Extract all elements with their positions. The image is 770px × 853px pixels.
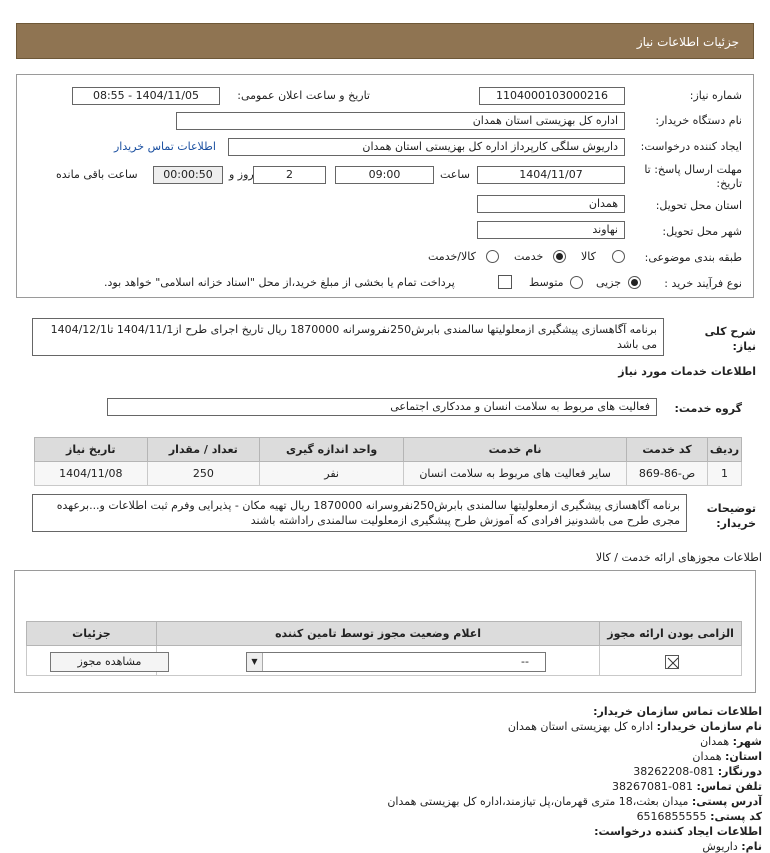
requester-title: اطلاعات ایجاد کننده درخواست: xyxy=(594,825,762,838)
process-radio-minor[interactable] xyxy=(628,276,641,289)
treasury-payment-checkbox[interactable] xyxy=(498,275,512,289)
contact-buyer-link[interactable]: اطلاعات تماس خریدار xyxy=(114,140,216,153)
contact-address-label: آدرس پستی: xyxy=(691,795,762,808)
contact-province-value: همدان xyxy=(692,750,722,763)
category-service-label: خدمت xyxy=(514,250,544,263)
services-table xyxy=(34,437,742,486)
process-minor-label: جزیی xyxy=(596,276,622,289)
service-group-field: فعالیت های مربوط به سلامت انسان و مددکاری اجتماعی xyxy=(107,398,657,416)
creator-label: ایجاد کننده درخواست: xyxy=(640,140,742,153)
contact-fax-value: 081-38262208 xyxy=(633,765,715,778)
requester-name-value: داریوش xyxy=(702,840,738,853)
cell-row: 1 xyxy=(708,462,742,486)
category-radio-service[interactable] xyxy=(553,250,566,263)
category-label: طبقه بندی موضوعی: xyxy=(644,251,742,264)
contact-phone-value: 081-38267081 xyxy=(612,780,694,793)
services-table-header xyxy=(35,438,742,462)
permit-required-checkbox xyxy=(665,655,679,669)
services-section-title: اطلاعات خدمات مورد نیاز xyxy=(618,365,756,378)
col-service-name: نام خدمت xyxy=(404,438,627,462)
category-goods-label: کالا xyxy=(581,250,596,263)
close-icon xyxy=(666,656,680,670)
days-label: روز و xyxy=(229,168,254,181)
province-field: همدان xyxy=(477,195,625,213)
page-title: جزئیات اطلاعات نیاز xyxy=(16,23,754,59)
permits-section-title: اطلاعات مجوزهای ارائه خدمت / کالا xyxy=(595,551,762,564)
contact-org xyxy=(508,720,762,733)
chevron-down-icon: ▼ xyxy=(247,653,263,671)
deadline-label-date: تاریخ: xyxy=(716,177,742,190)
permits-table-header xyxy=(27,622,742,646)
contact-address-value: میدان بعثت،18 متری قهرمان،پل تیازمند،اداره کل بهزیستی همدان xyxy=(387,795,689,808)
category-radio-goods[interactable] xyxy=(612,250,625,263)
category-radio-goods-service[interactable] xyxy=(486,250,499,263)
deadline-label: مهلت ارسال پاسخ: تا xyxy=(644,163,742,176)
need-number-field: 1104000103000216 xyxy=(479,87,625,105)
buyer-label: نام دستگاه خریدار: xyxy=(655,114,742,127)
deadline-time-label: ساعت xyxy=(440,168,470,181)
col-permit-required: الزامی بودن ارائه مجوز xyxy=(600,622,742,646)
province-label: استان محل تحویل: xyxy=(655,199,742,212)
col-need-date: تاریخ نیاز xyxy=(35,438,148,462)
table-row xyxy=(35,462,742,486)
cell-service-name: سایر فعالیت های مربوط به سلامت انسان xyxy=(404,462,627,486)
treasury-payment-note: پرداخت تمام یا بخشی از مبلغ خرید،از محل "اسناد خزانه اسلامی" خواهد بود. xyxy=(104,276,455,289)
col-service-code: کد خدمت xyxy=(626,438,707,462)
contact-province-label: استان: xyxy=(725,750,762,763)
deadline-time-field: 09:00 xyxy=(335,166,434,184)
contact-fax xyxy=(633,765,762,778)
contact-city-value: همدان xyxy=(700,735,730,748)
contact-postal-label: کد پستی: xyxy=(710,810,762,823)
city-label: شهر محل تحویل: xyxy=(662,225,742,238)
permit-status-select[interactable] xyxy=(246,652,546,672)
contact-postal-value: 6516855555 xyxy=(636,810,707,823)
need-number-label: شماره نیاز: xyxy=(689,89,742,102)
requester-name xyxy=(702,840,762,853)
contact-phone xyxy=(612,780,762,793)
cell-need-date: 1404/11/08 xyxy=(35,462,148,486)
contact-city-label: شهر: xyxy=(732,735,762,748)
contact-postal xyxy=(637,810,762,823)
service-group-label: گروه خدمت: xyxy=(674,402,742,415)
permit-status-value: -- xyxy=(521,655,529,668)
need-info-panel xyxy=(16,74,754,298)
contact-city xyxy=(700,735,762,748)
contact-phone-label: تلفن تماس: xyxy=(696,780,762,793)
col-unit: واحد اندازه گیری xyxy=(260,438,404,462)
col-permit-details: جزئیات xyxy=(27,622,157,646)
process-label: نوع فرآیند خرید : xyxy=(664,277,742,290)
deadline-date-field: 1404/11/07 xyxy=(477,166,625,184)
requester-name-label: نام: xyxy=(741,840,762,853)
city-field: نهاوند xyxy=(477,221,625,239)
col-quantity: تعداد / مقدار xyxy=(147,438,260,462)
contact-org-value: اداره کل بهزیستی استان همدان xyxy=(507,720,654,733)
announce-field: 1404/11/05 - 08:55 xyxy=(72,87,220,105)
buyer-notes-text: برنامه آگاهسازی پیشگیری ازمعلولیتها سالمندی بابرش250نفروسرانه 1870000 ریال تهیه مکان - پذیرایی وفرم ثبت اطلاعات و...برعهده مجری طرح می باشدونیز افرادی که آموزش طرح پیشگیری ازمعلولیت سالمندی راداشته باشند xyxy=(32,494,687,532)
days-field: 2 xyxy=(253,166,326,184)
buyer-notes-label: توضیحات خریدار: xyxy=(706,502,756,530)
contact-fax-label: دورنگار: xyxy=(717,765,762,778)
process-radio-medium[interactable] xyxy=(570,276,583,289)
creator-field: داریوش سلگی کارپرداز اداره کل بهزیستی استان همدان xyxy=(228,138,625,156)
col-permit-status: اعلام وضعیت مجوز توسط تامین کننده xyxy=(156,622,599,646)
process-medium-label: متوسط xyxy=(529,276,564,289)
cell-quantity: 250 xyxy=(147,462,260,486)
cell-service-code: ص-86-869 xyxy=(626,462,707,486)
buyer-field: اداره کل بهزیستی استان همدان xyxy=(176,112,625,130)
category-goods-service-label: کالا/خدمت xyxy=(428,250,476,263)
summary-text: برنامه آگاهسازی پیشگیری ازمعلولیتها سالمندی بابرش250نفروسرانه 1870000 ریال تاریخ اجرای طرح از1404/11/1 تا1404/12/1 می باشد xyxy=(32,318,664,356)
contact-org-label: نام سازمان خریدار: xyxy=(656,720,762,733)
view-permit-button[interactable]: مشاهده مجوز xyxy=(50,652,169,672)
contact-address xyxy=(387,795,762,808)
cell-unit: نفر xyxy=(260,462,404,486)
contact-title: اطلاعات تماس سازمان خریدار: xyxy=(593,705,762,718)
remaining-label: ساعت باقی مانده xyxy=(56,168,138,181)
col-row: ردیف xyxy=(708,438,742,462)
announce-label: تاریخ و ساعت اعلان عمومی: xyxy=(237,89,370,102)
summary-label: شرح کلی نیاز: xyxy=(704,325,756,353)
remaining-time-field: 00:00:50 xyxy=(153,166,223,184)
contact-province xyxy=(692,750,762,763)
